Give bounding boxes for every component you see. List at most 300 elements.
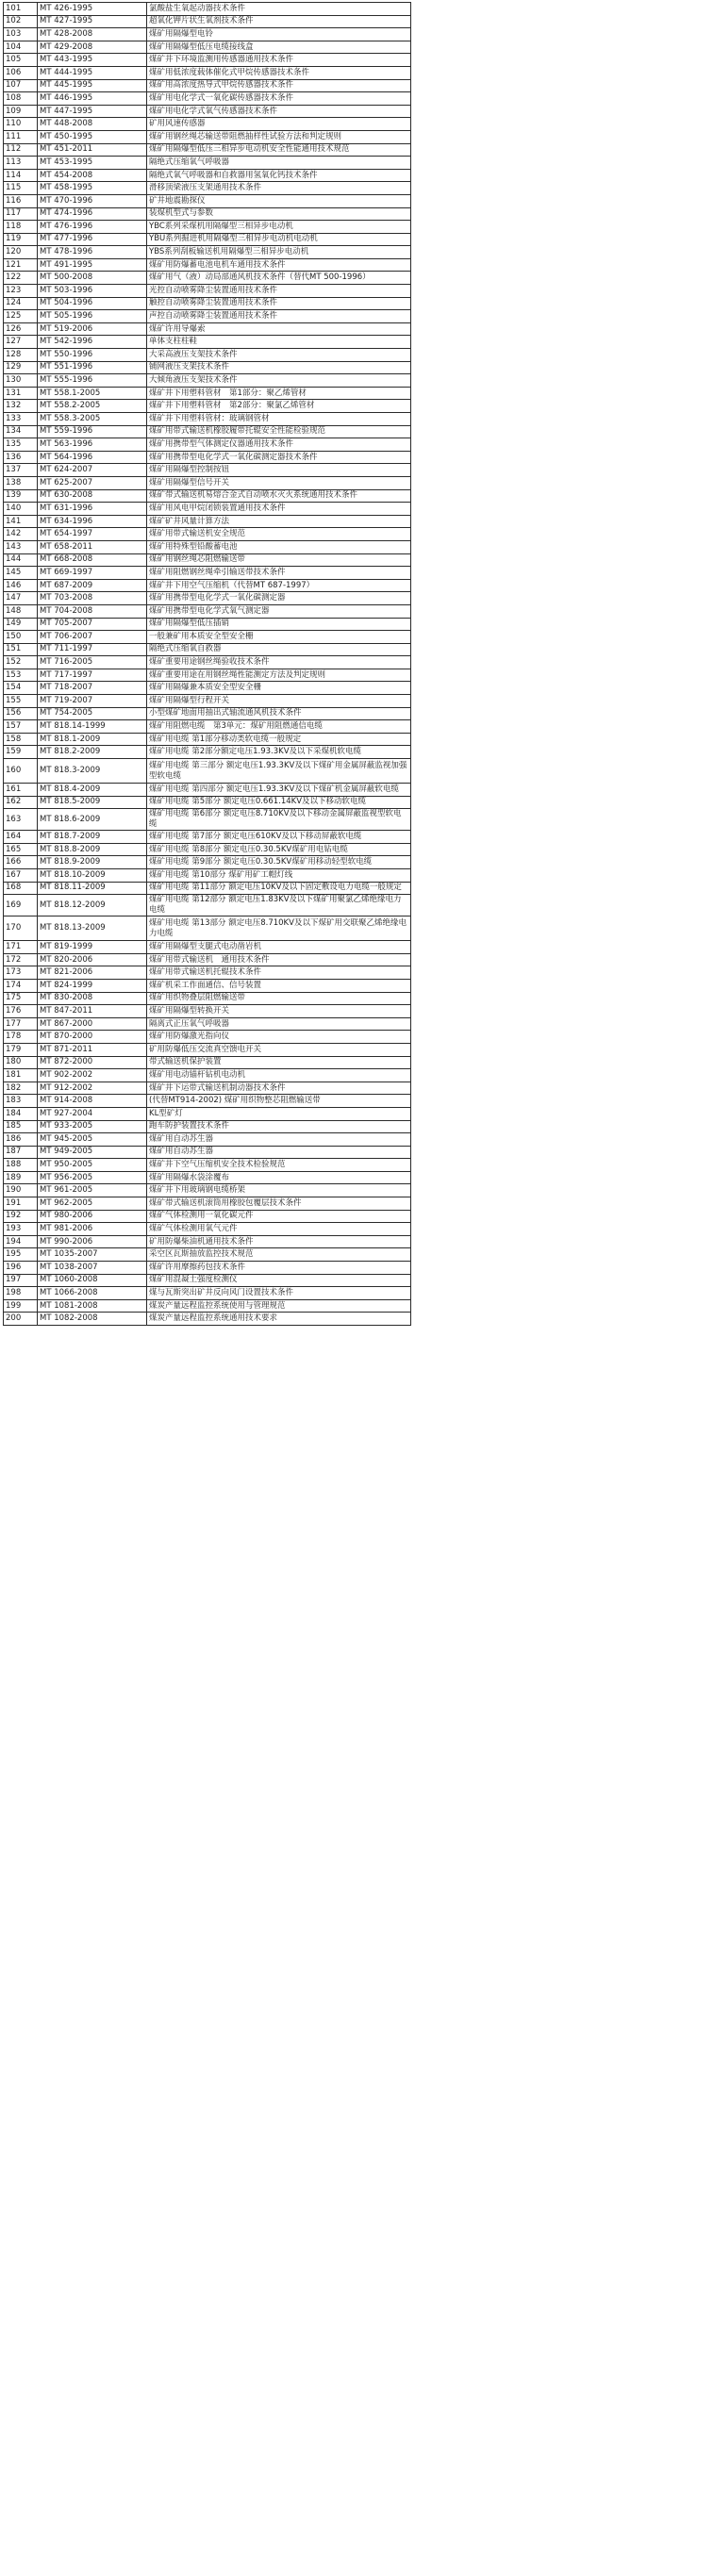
standard-code-cell: MT 962-2005 [38,1197,147,1211]
row-number-cell: 193 [4,1223,38,1236]
standard-code-cell: MT 927-2004 [38,1107,147,1120]
table-row [4,567,411,580]
row-number-cell: 128 [4,349,38,362]
row-number-cell: 142 [4,528,38,541]
standard-code-cell: MT 961-2005 [38,1184,147,1197]
standard-code-cell: MT 818.6-2009 [38,809,147,831]
table-row [4,1005,411,1018]
table-row [4,413,411,426]
standard-title-cell: 煤矿用携带型电化学式一氧化碳测定器 [147,592,411,605]
row-number-cell: 126 [4,322,38,336]
standard-code-cell: MT 818.1-2009 [38,733,147,746]
standard-title-cell: 煤矿气体检测用氧气元件 [147,1223,411,1236]
table-row [4,966,411,980]
standard-title-cell: 单体支柱柱鞋 [147,336,411,349]
table-row [4,1107,411,1120]
row-number-cell: 149 [4,618,38,631]
standard-title-cell: 煤矿用低浓度载体催化式甲烷传感器技术条件 [147,66,411,79]
row-number-cell: 136 [4,451,38,464]
table-row [4,579,411,592]
row-number-cell: 144 [4,553,38,567]
row-number-cell: 116 [4,194,38,207]
table-row [4,540,411,553]
standard-code-cell: MT 429-2008 [38,41,147,54]
standard-title-cell: 煤矿用电缆 第13部分 额定电压8.710KV及以下煤矿用交联聚乙烯绝缘电力电缆 [147,916,411,941]
standard-title-cell: 煤矿用电缆 第7部分 额定电压610KV及以下移动屏蔽软电缆 [147,831,411,844]
standard-code-cell: MT 458-1995 [38,182,147,195]
standard-title-cell: 煤矿用电化学式一氧化碳传感器技术条件 [147,92,411,106]
standard-title-cell: 矿用风速传感器 [147,118,411,131]
table-row [4,618,411,631]
standard-code-cell: MT 476-1996 [38,221,147,234]
standard-code-cell: MT 555-1996 [38,374,147,388]
standard-code-cell: MT 558.3-2005 [38,413,147,426]
table-row [4,1133,411,1147]
standard-code-cell: MT 818.11-2009 [38,882,147,895]
standard-title-cell: 煤与瓦斯突出矿井反向风门设置技术条件 [147,1287,411,1300]
standard-code-cell: MT 945-2005 [38,1133,147,1147]
table-row [4,1171,411,1184]
standard-title-cell: 煤矿用携带型气体测定仪器通用技术条件 [147,438,411,452]
standard-code-cell: MT 824-1999 [38,979,147,992]
row-number-cell: 166 [4,856,38,869]
standard-code-cell: MT 450-1995 [38,130,147,143]
row-number-cell: 145 [4,567,38,580]
table-row [4,1235,411,1248]
standard-title-cell: 煤矿用隔爆型电铃 [147,28,411,41]
standard-code-cell: MT 564-1996 [38,451,147,464]
standard-title-cell: 滑移顶梁液压支架通用技术条件 [147,182,411,195]
row-number-cell: 106 [4,66,38,79]
row-number-cell: 135 [4,438,38,452]
standard-code-cell: MT 634-1996 [38,515,147,528]
table-row [4,682,411,695]
standard-title-cell: 大采高液压支架技术条件 [147,349,411,362]
standard-title-cell: 煤矿用钢丝绳芯输送带阻燃抽样性试验方法和判定规则 [147,130,411,143]
row-number-cell: 107 [4,79,38,92]
standard-code-cell: MT 427-1995 [38,15,147,28]
standard-code-cell: MT 1082-2008 [38,1313,147,1326]
table-row [4,1197,411,1211]
row-number-cell: 120 [4,246,38,259]
table-row [4,1287,411,1300]
row-number-cell: 183 [4,1095,38,1108]
standard-code-cell: MT 470-1996 [38,194,147,207]
row-number-cell: 162 [4,796,38,809]
standard-code-cell: MT 870-2000 [38,1031,147,1044]
standard-title-cell: 采空区瓦斯抽放监控技术规范 [147,1248,411,1262]
row-number-cell: 172 [4,953,38,966]
table-row [4,400,411,413]
row-number-cell: 113 [4,157,38,170]
table-row [4,157,411,170]
row-number-cell: 179 [4,1043,38,1056]
standard-title-cell: 煤矿许用导爆索 [147,322,411,336]
table-row [4,361,411,374]
standard-code-cell: MT 818.7-2009 [38,831,147,844]
standard-title-cell: 煤矿用隔爆型低压电缆接线盒 [147,41,411,54]
table-row [4,604,411,618]
standards-table [3,2,411,1326]
standard-code-cell: MT 631-1996 [38,503,147,516]
standard-title-cell: 煤矿用带式输送机橡胶履带托辊安全性能检验规范 [147,425,411,438]
standard-title-cell: 煤矿带式输送机易熔合金式自动喷水灭火系统通用技术条件 [147,489,411,503]
standard-title-cell: 煤矿用隔爆型行程开关 [147,695,411,708]
row-number-cell: 173 [4,966,38,980]
table-row [4,118,411,131]
row-number-cell: 157 [4,720,38,734]
standard-code-cell: MT 914-2008 [38,1095,147,1108]
standard-code-cell: MT 705-2007 [38,618,147,631]
table-row [4,272,411,285]
row-number-cell: 177 [4,1017,38,1031]
standard-title-cell: 超氧化钾片状生氧剂技术条件 [147,15,411,28]
standard-title-cell: 煤矿用携带型电化学式氧气测定器 [147,604,411,618]
standard-title-cell: 煤矿用织物叠层阻燃输送带 [147,992,411,1005]
table-row [4,1017,411,1031]
table-row [4,130,411,143]
standard-title-cell: 矿用防爆柴油机通用技术条件 [147,1235,411,1248]
standard-code-cell: MT 474-1996 [38,207,147,221]
standard-title-cell: YBS系列刮板输送机用隔爆型三相异步电动机 [147,246,411,259]
table-row [4,1069,411,1082]
standard-code-cell: MT 716-2005 [38,656,147,669]
standard-title-cell: 隔绝式压缩氧自救器 [147,643,411,656]
table-row [4,438,411,452]
table-row [4,1082,411,1095]
standard-title-cell: 铺网液压支架技术条件 [147,361,411,374]
table-row [4,464,411,477]
standard-code-cell: MT 519-2006 [38,322,147,336]
row-number-cell: 158 [4,733,38,746]
standard-title-cell: 煤矿井下环境监测用传感器通用技术条件 [147,54,411,67]
standard-title-cell: 一般兼矿用本质安全型安全栅 [147,631,411,644]
row-number-cell: 121 [4,258,38,272]
standard-code-cell: MT 819-1999 [38,941,147,954]
row-number-cell: 117 [4,207,38,221]
standard-code-cell: MT 818.13-2009 [38,916,147,941]
standard-code-cell: MT 717-1997 [38,669,147,682]
row-number-cell: 169 [4,895,38,916]
table-row [4,246,411,259]
table-row [4,503,411,516]
standard-code-cell: MT 1060-2008 [38,1274,147,1287]
standard-code-cell: MT 550-1996 [38,349,147,362]
row-number-cell: 184 [4,1107,38,1120]
standard-title-cell: 煤矿重要用途钢丝绳验收技术条件 [147,656,411,669]
standard-code-cell: MT 818.3-2009 [38,759,147,784]
table-row [4,941,411,954]
standard-title-cell: 矿用防爆低压交流真空馈电开关 [147,1043,411,1056]
table-row [4,669,411,682]
standard-title-cell: 煤矿用气（液）动局部通风机技术条件（替代MT 500-1996） [147,272,411,285]
row-number-cell: 139 [4,489,38,503]
row-number-cell: 180 [4,1056,38,1069]
row-number-cell: 159 [4,746,38,759]
row-number-cell: 124 [4,297,38,310]
table-row [4,1095,411,1108]
row-number-cell: 188 [4,1159,38,1172]
standard-title-cell: 煤矿矿井风量计算方法 [147,515,411,528]
table-row [4,1262,411,1275]
row-number-cell: 130 [4,374,38,388]
standard-code-cell: MT 446-1995 [38,92,147,106]
standard-title-cell: 煤矿用风电甲烷闭锁装置通用技术条件 [147,503,411,516]
table-row [4,349,411,362]
standard-title-cell: 煤矿用隔爆型信号开关 [147,476,411,489]
standard-code-cell: MT 558.2-2005 [38,400,147,413]
standard-code-cell: MT 830-2008 [38,992,147,1005]
standard-title-cell: 煤矿许用摩擦药包技术条件 [147,1262,411,1275]
table-row [4,592,411,605]
row-number-cell: 140 [4,503,38,516]
standard-title-cell: 煤矿用电化学式氧气传感器技术条件 [147,105,411,118]
standard-title-cell: 煤矿用隔爆兼本质安全型安全栅 [147,682,411,695]
standard-title-cell: 煤矿井下用玻璃钢电缆桥架 [147,1184,411,1197]
table-row [4,54,411,67]
table-row [4,233,411,246]
table-row [4,1248,411,1262]
row-number-cell: 186 [4,1133,38,1147]
row-number-cell: 132 [4,400,38,413]
standard-title-cell: 氯酸盐生氧起动器技术条件 [147,3,411,16]
row-number-cell: 168 [4,882,38,895]
table-row [4,695,411,708]
standard-code-cell: MT 428-2008 [38,28,147,41]
table-row [4,169,411,182]
standards-table-body [4,3,411,1326]
standard-title-cell: 煤矿井下用空气压缩机（代替MT 687-1997） [147,579,411,592]
table-row [4,953,411,966]
standard-title-cell: 隔绝式氧气呼吸器和自救器用氢氧化钙技术条件 [147,169,411,182]
table-row [4,796,411,809]
standard-code-cell: MT 820-2006 [38,953,147,966]
standard-title-cell: 煤矿用自动苏生器 [147,1146,411,1159]
table-row [4,916,411,941]
table-row [4,207,411,221]
row-number-cell: 112 [4,143,38,157]
table-row [4,476,411,489]
standard-code-cell: MT 625-2007 [38,476,147,489]
row-number-cell: 108 [4,92,38,106]
standard-code-cell: MT 453-1995 [38,157,147,170]
standard-code-cell: MT 981-2006 [38,1223,147,1236]
row-number-cell: 174 [4,979,38,992]
table-row [4,843,411,856]
standard-code-cell: MT 451-2011 [38,143,147,157]
row-number-cell: 153 [4,669,38,682]
row-number-cell: 200 [4,1313,38,1326]
standard-title-cell: 装煤机型式与参数 [147,207,411,221]
row-number-cell: 146 [4,579,38,592]
row-number-cell: 197 [4,1274,38,1287]
standard-code-cell: MT 818.8-2009 [38,843,147,856]
standard-title-cell: 大倾角液压支架技术条件 [147,374,411,388]
row-number-cell: 198 [4,1287,38,1300]
standard-title-cell: 煤矿井下用塑料管材 第2部分：聚氯乙烯管材 [147,400,411,413]
standard-title-cell: 煤矿井下用塑料管材：玻璃钢管材 [147,413,411,426]
standard-code-cell: MT 933-2005 [38,1120,147,1133]
standard-code-cell: MT 847-2011 [38,1005,147,1018]
row-number-cell: 151 [4,643,38,656]
standard-title-cell: 煤矿用带式输送机安全规范 [147,528,411,541]
standard-code-cell: MT 754-2005 [38,707,147,720]
table-row [4,105,411,118]
row-number-cell: 147 [4,592,38,605]
table-row [4,1223,411,1236]
table-row [4,979,411,992]
standard-code-cell: MT 818.2-2009 [38,746,147,759]
table-row [4,856,411,869]
row-number-cell: 190 [4,1184,38,1197]
standard-title-cell: 煤矿用电缆 第1部分移动类软电缆一般规定 [147,733,411,746]
table-row [4,1274,411,1287]
row-number-cell: 189 [4,1171,38,1184]
standard-code-cell: MT 912-2002 [38,1082,147,1095]
standard-title-cell: 触控自动喷雾降尘装置通用技术条件 [147,297,411,310]
table-row [4,1043,411,1056]
standard-code-cell: MT 980-2006 [38,1210,147,1223]
table-row [4,1146,411,1159]
row-number-cell: 131 [4,387,38,400]
standard-code-cell: MT 505-1996 [38,310,147,323]
standard-title-cell: 煤炭产量远程监控系统通用技术要求 [147,1313,411,1326]
row-number-cell: 129 [4,361,38,374]
standard-code-cell: MT 818.12-2009 [38,895,147,916]
row-number-cell: 148 [4,604,38,618]
standard-code-cell: MT 654-1997 [38,528,147,541]
standard-title-cell: 煤矿用钢丝绳芯阻燃输送带 [147,553,411,567]
row-number-cell: 164 [4,831,38,844]
standard-title-cell: 煤矿用隔爆型低压三相异步电动机安全性能通用技术规范 [147,143,411,157]
table-row [4,515,411,528]
table-row [4,66,411,79]
table-row [4,336,411,349]
standard-title-cell: 煤矿用电缆 第11部分 额定电压10KV及以下固定敷设电力电缆一般规定 [147,882,411,895]
table-row [4,869,411,883]
table-row [4,1210,411,1223]
standard-code-cell: MT 624-2007 [38,464,147,477]
standard-code-cell: MT 558.1-2005 [38,387,147,400]
standard-title-cell: 煤矿用携带型电化学式一氧化碳测定器技术条件 [147,451,411,464]
standard-code-cell: MT 718-2007 [38,682,147,695]
standard-title-cell: 煤矿用自动苏生器 [147,1133,411,1147]
standard-title-cell: 煤矿井下空气压缩机安全技术检验规范 [147,1159,411,1172]
standard-title-cell: 煤矿用防爆蓄电池电机车通用技术条件 [147,258,411,272]
standard-code-cell: MT 426-1995 [38,3,147,16]
row-number-cell: 122 [4,272,38,285]
standard-title-cell: 煤矿用隔爆型控制按钮 [147,464,411,477]
standard-code-cell: MT 563-1996 [38,438,147,452]
row-number-cell: 137 [4,464,38,477]
standard-code-cell: MT 1066-2008 [38,1287,147,1300]
row-number-cell: 156 [4,707,38,720]
standard-code-cell: MT 704-2008 [38,604,147,618]
standard-code-cell: MT 949-2005 [38,1146,147,1159]
standard-title-cell: 声控自动喷雾降尘装置通用技术条件 [147,310,411,323]
table-row [4,425,411,438]
standard-title-cell: 跑车防护装置技术条件 [147,1120,411,1133]
standard-title-cell: 煤矿用电缆 第2部分额定电压1.93.3KV及以下采煤机软电缆 [147,746,411,759]
standard-title-cell: 隔离式正压氧气呼吸器 [147,1017,411,1031]
row-number-cell: 192 [4,1210,38,1223]
standard-title-cell: 煤矿用隔爆型转换开关 [147,1005,411,1018]
row-number-cell: 133 [4,413,38,426]
standard-code-cell: MT 902-2002 [38,1069,147,1082]
table-row [4,322,411,336]
standard-code-cell: MT 867-2000 [38,1017,147,1031]
table-row [4,528,411,541]
standard-title-cell: 煤矿机采工作面通信、信号装置 [147,979,411,992]
standard-code-cell: MT 872-2000 [38,1056,147,1069]
standard-code-cell: MT 719-2007 [38,695,147,708]
standard-title-cell: 光控自动喷雾降尘装置通用技术条件 [147,285,411,298]
standard-code-cell: MT 990-2006 [38,1235,147,1248]
row-number-cell: 161 [4,784,38,797]
table-row [4,310,411,323]
row-number-cell: 167 [4,869,38,883]
standard-code-cell: MT 478-1996 [38,246,147,259]
standard-code-cell: MT 1035-2007 [38,1248,147,1262]
row-number-cell: 127 [4,336,38,349]
table-row [4,643,411,656]
standard-code-cell: MT 630-2008 [38,489,147,503]
row-number-cell: 138 [4,476,38,489]
row-number-cell: 114 [4,169,38,182]
standard-title-cell: 煤矿用隔爆水袋涂覆布 [147,1171,411,1184]
row-number-cell: 102 [4,15,38,28]
table-row [4,194,411,207]
standard-code-cell: MT 818.4-2009 [38,784,147,797]
row-number-cell: 150 [4,631,38,644]
standard-code-cell: MT 818.10-2009 [38,869,147,883]
standard-title-cell: 煤矿用电缆 第9部分 额定电压0.30.5KV煤矿用移动轻型软电缆 [147,856,411,869]
table-row [4,831,411,844]
row-number-cell: 170 [4,916,38,941]
table-row [4,733,411,746]
standard-title-cell: 小型煤矿地面用抽出式轴流通风机技术条件 [147,707,411,720]
table-row [4,656,411,669]
row-number-cell: 187 [4,1146,38,1159]
standard-code-cell: MT 542-1996 [38,336,147,349]
row-number-cell: 178 [4,1031,38,1044]
row-number-cell: 155 [4,695,38,708]
row-number-cell: 141 [4,515,38,528]
standard-code-cell: MT 950-2005 [38,1159,147,1172]
standard-title-cell: 煤矿用特殊型铅酸蓄电池 [147,540,411,553]
standard-title-cell: 煤矿用电缆 第12部分 额定电压1.83KV及以下煤矿用聚氯乙烯绝缘电力电缆 [147,895,411,916]
table-row [4,3,411,16]
table-row [4,707,411,720]
standard-title-cell: 煤矿用带式输送机 通用技术条件 [147,953,411,966]
standard-code-cell: MT 503-1996 [38,285,147,298]
standard-title-cell: 带式输送机保护装置 [147,1056,411,1069]
table-row [4,1120,411,1133]
table-row [4,28,411,41]
standard-title-cell: YBC系列采煤机用隔爆型三相异步电动机 [147,221,411,234]
row-number-cell: 196 [4,1262,38,1275]
standard-title-cell: 煤矿用混凝土强度检测仪 [147,1274,411,1287]
standard-title-cell: KL型矿灯 [147,1107,411,1120]
row-number-cell: 125 [4,310,38,323]
row-number-cell: 160 [4,759,38,784]
standard-title-cell: 煤矿用电缆 第5部分 额定电压0.661.14KV及以下移动软电缆 [147,796,411,809]
row-number-cell: 181 [4,1069,38,1082]
row-number-cell: 199 [4,1299,38,1313]
row-number-cell: 163 [4,809,38,831]
standard-code-cell: MT 669-1997 [38,567,147,580]
row-number-cell: 182 [4,1082,38,1095]
